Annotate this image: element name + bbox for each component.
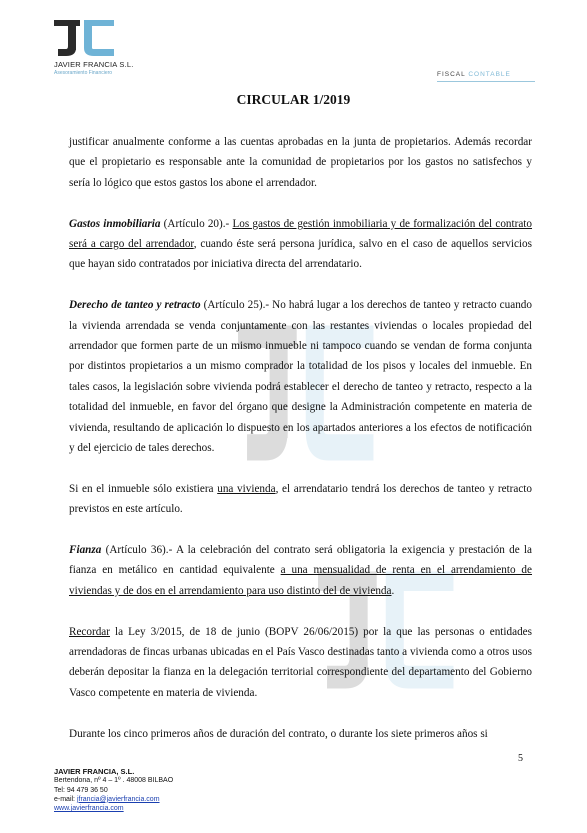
- paragraph-text: .: [391, 584, 395, 597]
- section-heading: Gastos inmobiliaria: [69, 217, 161, 230]
- underlined-text: Recordar: [69, 625, 110, 638]
- article-reference: (Artículo 36).-: [101, 544, 176, 557]
- paragraph-text: , el arrendatario tendrá los derechos de tanteo y retracto previstos en este artículo.: [69, 482, 532, 516]
- paragraph-propietarios: justificar anualmente conforme a las cuentas aprobadas en la junta de propietarios. Además recordar que el propietario es responsable ante la comunidad de propietarios por los gastos no satisfechos y sería lo lógico que estos gastos los abone el arrendador.: [69, 136, 532, 189]
- page-number: 5: [518, 753, 523, 764]
- footer-address: Bertendona, nº 4 – 1º . 48008 BILBAO: [54, 777, 174, 785]
- section-heading: Fianza: [69, 544, 102, 557]
- footer-email-label: e-mail:: [54, 795, 77, 803]
- paragraph-text: A la celebración del contrato será obligatoria la exigencia y prestación de la fianza en metálico en cantidad equivalente: [69, 544, 532, 577]
- footer-phone: Tel: 94 479 36 50: [54, 786, 108, 794]
- jf-logo-icon: [54, 18, 116, 58]
- underlined-text: a una mensualidad de renta en el arrendamiento de viviendas y de dos en el arrendamiento para uso distinto del de vivienda: [69, 564, 532, 597]
- document-body: [69, 132, 532, 764]
- underlined-text: Los gastos de gestión inmobiliaria y de formalización del contrato será a cargo del arrendador: [69, 217, 533, 251]
- header-contable: CONTABLE: [468, 71, 511, 78]
- footer-email-link[interactable]: jfrancia@javierfrancia.com: [76, 795, 160, 803]
- page-footer: [54, 767, 173, 813]
- paragraph-text: No habrá lugar a los derechos de tanteo y retracto cuando la vivienda arrendada se venda conjuntamente con las restantes viviendas o locales propiedad del arrendador que formen parte de un mismo inmueble ni tampoco cuando se vendan de forma conjunta por distintos propietarios a un mismo comprador la totalidad de los pisos y locales del inmueble. En tales casos, la legislación sobre vivienda podrá establecer el derecho de tanteo y retracto, respecto a la totalidad del inmueble, en favor del órgano que designe la Administración competente en materia de vivienda, resultando de aplicación lo dispuesto en los apartados anteriores a los efectos de notificación y del ejercicio de tales derechos.: [69, 299, 532, 455]
- underlined-text: una vivienda: [217, 482, 276, 495]
- paragraph-gastos-inmobiliaria: [69, 214, 532, 275]
- header-divider: [437, 81, 535, 82]
- paragraph-text: la Ley 3/2015, de 18 de junio (BOPV 26/06/2015) por la que las personas o entidades arrendadoras de fincas urbanas ubicadas en el País Vasco destinadas tanto a vivienda como a otros usos deberán depositar la fianza en la delegación territorial correspondiente del departamento del Gobierno Vasco competente en materia de vivienda.: [69, 625, 532, 699]
- paragraph-duracion: Durante los cinco primeros años de duración del contrato, o durante los siete primeros años si: [69, 727, 488, 740]
- footer-company-name: JAVIER FRANCIA, S.L.: [54, 767, 135, 776]
- paragraph-ley-3-2015: [69, 622, 532, 704]
- page-title: CIRCULAR 1/2019: [236, 92, 351, 107]
- paragraph-text: Si en el inmueble sólo existiera: [69, 482, 218, 495]
- company-subtitle: Asesoramiento Financiero: [54, 70, 113, 76]
- paragraph-text: , cuando éste será persona jurídica, salvo en el caso de aquellos servicios que hayan sido contratados por iniciativa directa del arrendatario.: [69, 238, 532, 271]
- article-reference: (Artículo 20).-: [160, 217, 233, 230]
- footer-website-link[interactable]: www.javierfrancia.com: [54, 805, 124, 813]
- footer-email-line: [54, 795, 173, 804]
- company-logo: [54, 18, 134, 58]
- article-reference: (Artículo 25).-: [200, 299, 273, 312]
- company-name: JAVIER FRANCIA S.L.: [54, 60, 134, 69]
- header-fiscal: FISCAL: [437, 71, 466, 78]
- paragraph-una-vivienda: [69, 479, 532, 520]
- paragraph-fianza: [69, 540, 532, 601]
- paragraph-tanteo-retracto: [69, 295, 532, 458]
- header-services: [437, 71, 535, 78]
- section-heading: Derecho de tanteo y retracto: [69, 299, 201, 312]
